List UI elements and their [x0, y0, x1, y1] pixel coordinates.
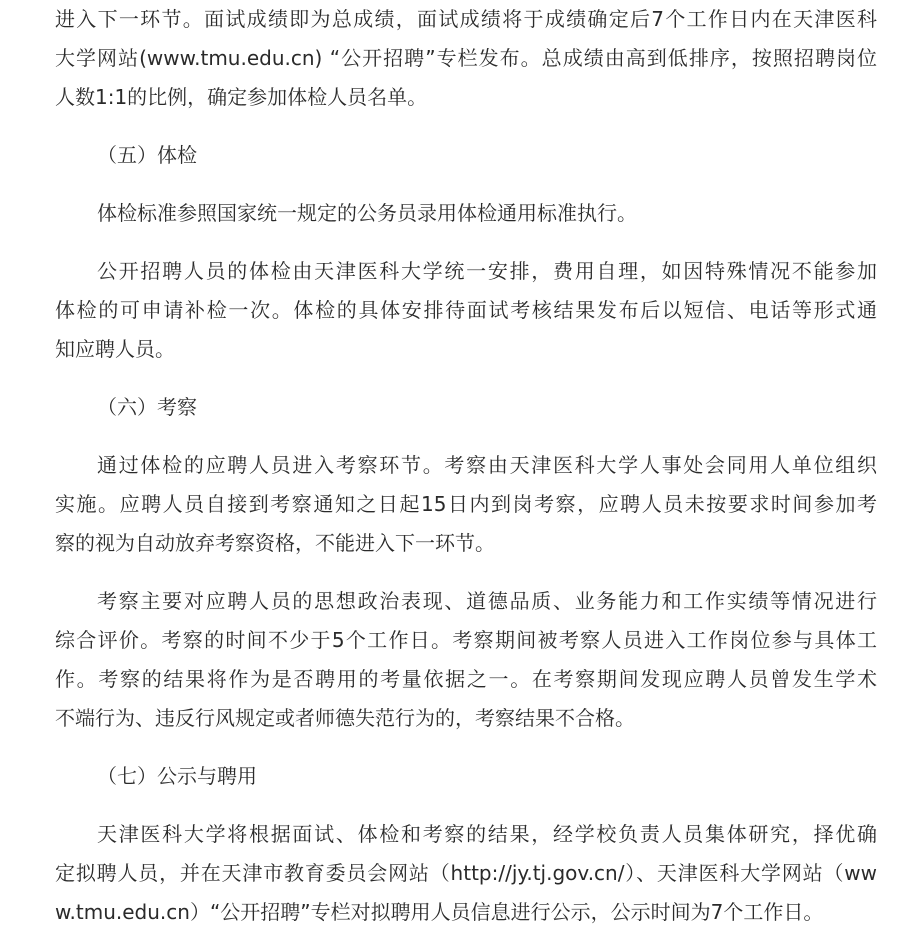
paragraph-investigation-content	[55, 582, 877, 738]
section-heading-physical-exam	[55, 136, 877, 175]
text-line: 考察主要对应聘人员的思想政治表现、道德品质、业务能力和工作实绩等情况进行	[97, 589, 877, 613]
text-line: 作。考察的结果将作为是否聘用的考量依据之一。在考察期间发现应聘人员曾发生学术	[55, 667, 877, 691]
text-line: 公开招聘人员的体检由天津医科大学统一安排，费用自理，如因特殊情况不能参加	[97, 259, 877, 283]
paragraph-publicity	[55, 815, 877, 932]
heading-line: （六）考察	[97, 395, 197, 419]
text-line: 综合评价。考察的时间不少于5个工作日。考察期间被考察人员进入工作岗位参与具体工	[55, 628, 877, 652]
heading-line: （七）公示与聘用	[97, 764, 257, 788]
paragraph-investigation-process	[55, 446, 877, 563]
text-line: w.tmu.edu.cn）“公开招聘”专栏对拟聘用人员信息进行公示，公示时间为7个工作日。	[55, 900, 824, 924]
section-heading-investigation	[55, 388, 877, 427]
text-line: 定拟聘人员，并在天津市教育委员会网站（http://jy.tj.gov.cn/）、天津医科大学网站（ww	[55, 861, 877, 885]
text-line: 天津医科大学将根据面试、体检和考察的结果，经学校负责人员集体研究，择优确	[97, 822, 877, 846]
text-line: 进入下一环节。面试成绩即为总成绩，面试成绩将于成绩确定后7个工作日内在天津医科	[55, 7, 877, 31]
text-line: 人数1:1的比例，确定参加体检人员名单。	[55, 85, 428, 109]
text-line: 大学网站(www.tmu.edu.cn) “公开招聘”专栏发布。总成绩由高到低排序，按照招聘岗位	[55, 46, 877, 70]
paragraph-exam-arrangement	[55, 252, 877, 369]
paragraph-interview-result	[55, 0, 877, 117]
document-body	[55, 0, 877, 932]
text-line: 体检标准参照国家统一规定的公务员录用体检通用标准执行。	[97, 201, 637, 225]
text-line: 知应聘人员。	[55, 337, 175, 361]
section-heading-publicity-employment	[55, 757, 877, 796]
paragraph-exam-standard	[55, 194, 877, 233]
text-line: 不端行为、违反行风规定或者师德失范行为的，考察结果不合格。	[55, 706, 635, 730]
text-line: 通过体检的应聘人员进入考察环节。考察由天津医科大学人事处会同用人单位组织	[97, 453, 877, 477]
text-line: 体检的可申请补检一次。体检的具体安排待面试考核结果发布后以短信、电话等形式通	[55, 298, 877, 322]
heading-line: （五）体检	[97, 143, 197, 167]
text-line: 实施。应聘人员自接到考察通知之日起15日内到岗考察，应聘人员未按要求时间参加考	[55, 492, 877, 516]
text-line: 察的视为自动放弃考察资格，不能进入下一环节。	[55, 531, 495, 555]
